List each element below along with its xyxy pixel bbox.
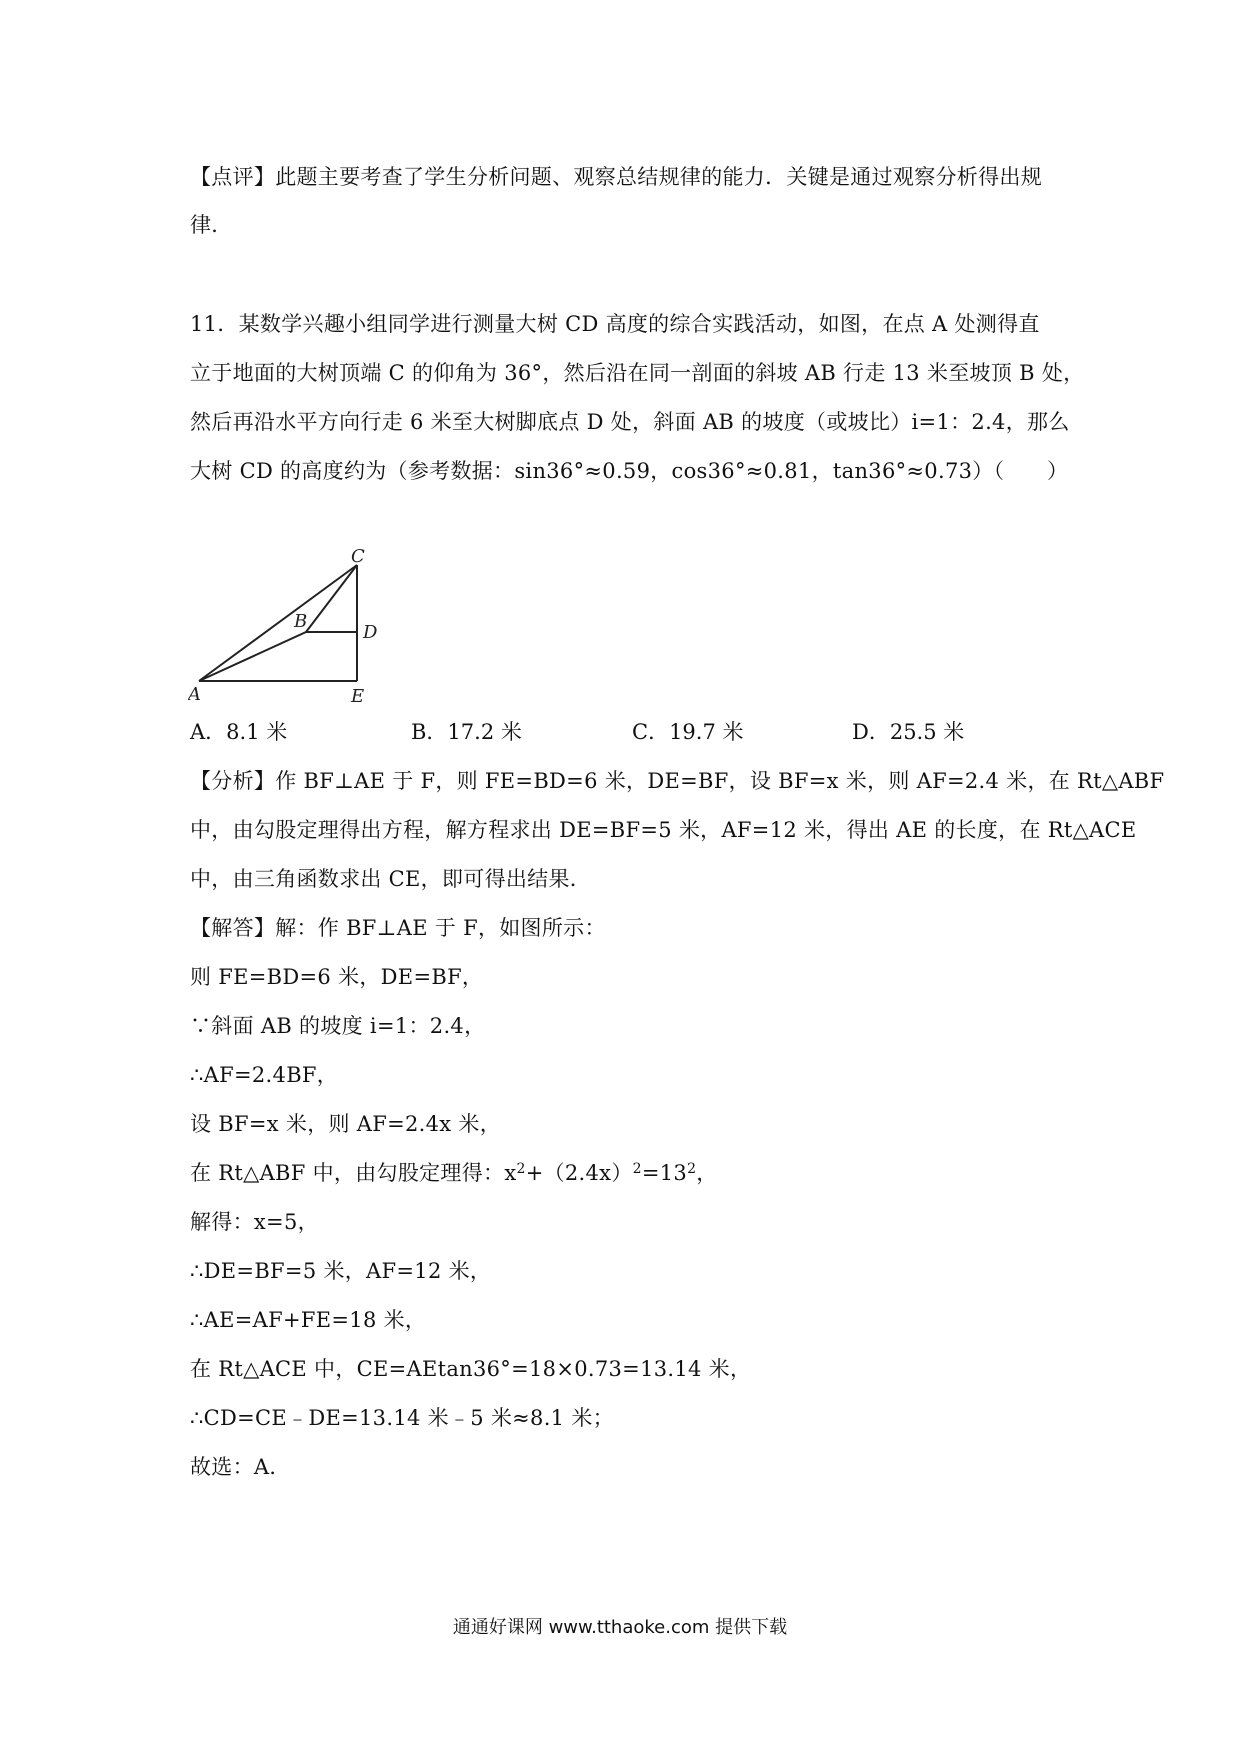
solution-line-8: ∴DE=BF=5 米，AF=12 米，	[190, 1259, 492, 1283]
segment-bc	[306, 565, 357, 632]
analysis-line-2: 中，由勾股定理得出方程，解方程求出 DE=BF=5 米，AF=12 米，得出 AE 的长度，在 Rt△ACE	[190, 818, 1137, 842]
solution-line-4: ∴AF=2.4BF，	[190, 1063, 339, 1087]
option-b: B．17.2 米	[411, 720, 522, 744]
solution-line-2: 则 FE=BD=6 米，DE=BF，	[190, 965, 484, 989]
question-line-2: 立于地面的大树顶端 C 的仰角为 36°，然后沿在同一剖面的斜坡 AB 行走 13 米至坡顶 B 处，	[190, 361, 1085, 385]
solution-line-7: 解得：x=5，	[190, 1210, 319, 1234]
label-c: C	[351, 546, 365, 567]
solution-line-6	[190, 1158, 718, 1188]
comment-line-1: 【点评】此题主要考查了学生分析问题、观察总结规律的能力．关键是通过观察分析得出规	[190, 165, 1042, 189]
solution-line-10: 在 Rt△ACE 中，CE=AEtan36°=18×0.73=13.14 米，	[190, 1357, 752, 1381]
analysis-line-3: 中，由三角函数求出 CE，即可得出结果．	[190, 867, 592, 891]
superscript-3: 2	[687, 1161, 697, 1177]
solution-line-11: ∴CD=CE﹣DE=13.14 米﹣5 米≈8.1 米；	[190, 1406, 614, 1430]
label-d: D	[363, 622, 378, 643]
superscript-1: 2	[516, 1161, 526, 1177]
segment-ab	[199, 632, 306, 681]
option-c: C．19.7 米	[632, 720, 744, 744]
equation-text-3: =13	[641, 1161, 688, 1185]
solution-line-12: 故选：A．	[190, 1455, 291, 1479]
label-a: A	[188, 684, 201, 705]
solution-line-5: 设 BF=x 米，则 AF=2.4x 米，	[190, 1112, 502, 1136]
superscript-2: 2	[632, 1161, 642, 1177]
analysis-line-1: 【分析】作 BF⊥AE 于 F，则 FE=BD=6 米，DE=BF，设 BF=x 米，则 AF=2.4 米，在 Rt△ABF	[190, 769, 1165, 793]
label-b: B	[294, 611, 308, 632]
equation-text-1: 在 Rt△ABF 中，由勾股定理得：x	[190, 1161, 517, 1185]
equation-text-2: +（2.4x）	[525, 1161, 633, 1185]
equation-text-4: ，	[696, 1161, 718, 1185]
question-line-1: 11．某数学兴趣小组同学进行测量大树 CD 高度的综合实践活动，如图，在点 A 处测得直	[190, 312, 1040, 336]
comment-line-2: 律．	[190, 213, 233, 237]
option-d: D．25.5 米	[852, 720, 965, 744]
solution-line-1: 【解答】解：作 BF⊥AE 于 F，如图所示：	[190, 916, 606, 940]
option-a: A．8.1 米	[190, 720, 288, 744]
segment-ac	[199, 565, 357, 681]
label-e: E	[351, 686, 365, 707]
geometry-diagram	[188, 545, 388, 710]
solution-line-3: ∵斜面 AB 的坡度 i=1：2.4，	[190, 1014, 486, 1038]
solution-line-9: ∴AE=AF+FE=18 米，	[190, 1308, 427, 1332]
question-line-4: 大树 CD 的高度约为（参考数据：sin36°≈0.59，cos36°≈0.81，tan36°≈0.73）（ ）	[190, 459, 1069, 483]
footer-watermark: 通通好课网 www.tthaoke.com 提供下载	[452, 1617, 788, 1638]
question-line-3: 然后再沿水平方向行走 6 米至大树脚底点 D 处，斜面 AB 的坡度（或坡比）i=1：2.4，那么	[190, 410, 1070, 434]
